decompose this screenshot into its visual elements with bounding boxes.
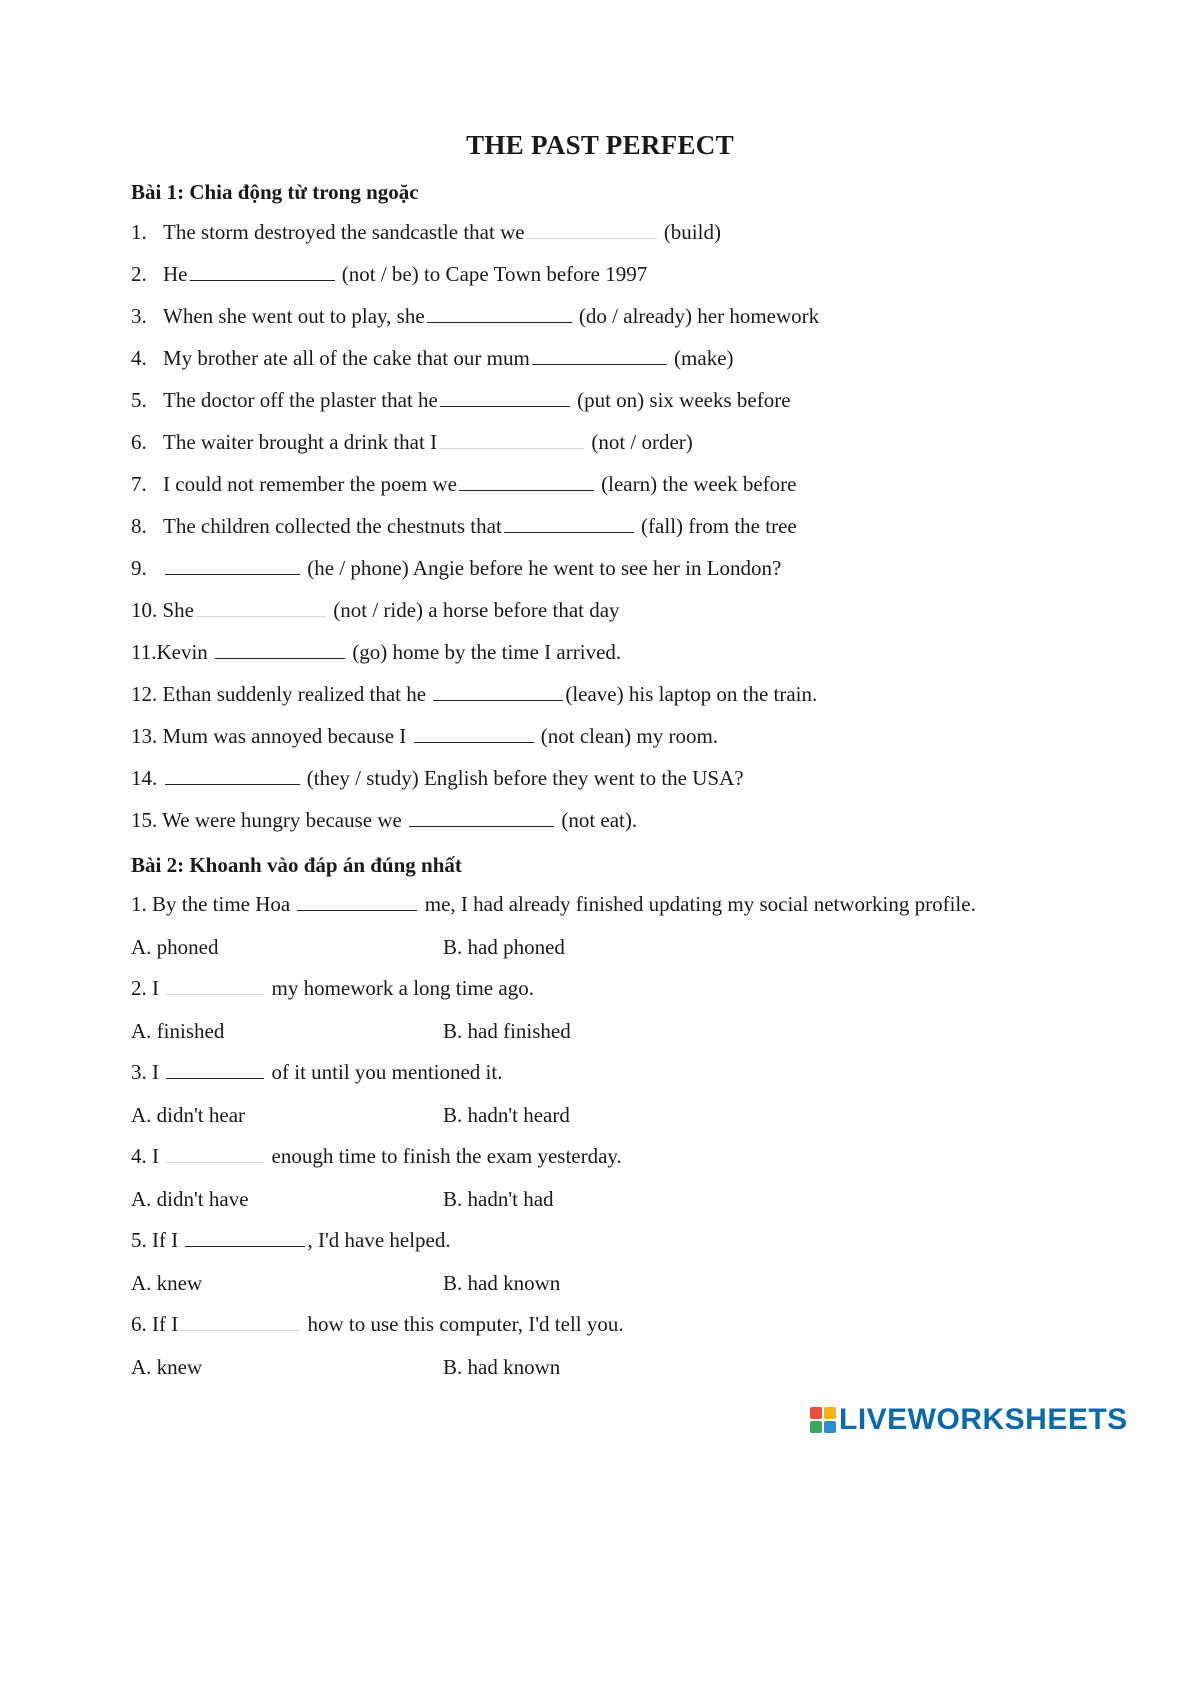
exercise1-item: 10. She (not / ride) a horse before that day (131, 598, 620, 622)
answer-blank[interactable] (180, 1310, 300, 1331)
exercise1-item: 2. He (not / be) to Cape Town before 1997 (131, 262, 648, 286)
liveworksheets-logo (810, 1402, 1128, 1438)
answer-blank[interactable] (527, 218, 657, 239)
exercise1-item: 12. Ethan suddenly realized that he (leave) his laptop on the train. (131, 682, 818, 706)
answer-blank[interactable] (532, 344, 667, 365)
exercise1-item: 15. We were hungry because we (not eat). (131, 808, 638, 832)
answer-blank[interactable] (166, 1058, 264, 1079)
answer-blank[interactable] (165, 554, 300, 575)
option-a[interactable]: A. knew (131, 1271, 203, 1295)
exercise1-item: 14. (they / study) English before they went to the USA? (131, 766, 744, 790)
answer-blank[interactable] (409, 806, 554, 827)
answer-blank[interactable] (166, 1142, 264, 1163)
exercise1-item: 11.Kevin (go) home by the time I arrived. (131, 640, 622, 664)
exercise1-item: 7. I could not remember the poem we (learn) the week before (131, 472, 797, 496)
option-b[interactable]: B. had known (443, 1355, 561, 1379)
answer-blank[interactable] (166, 974, 264, 995)
logo-mark-icon (810, 1407, 836, 1433)
option-b[interactable]: B. had known (443, 1271, 561, 1295)
exercise1-item: 13. Mum was annoyed because I (not clean) my room. (131, 724, 719, 748)
exercise2-question: 6. If I how to use this computer, I'd tell you. (131, 1312, 624, 1336)
logo-text: LIVEWORKSHEETS (839, 1403, 1128, 1436)
option-a[interactable]: A. didn't have (131, 1187, 249, 1211)
answer-blank[interactable] (459, 470, 594, 491)
exercise1-item: 9. (he / phone) Angie before he went to see her in London? (131, 556, 782, 580)
exercise1-item: 5. The doctor off the plaster that he (put on) six weeks before (131, 388, 791, 412)
answer-blank[interactable] (440, 386, 570, 407)
exercise1-item: 8. The children collected the chestnuts that (fall) from the tree (131, 514, 797, 538)
answer-blank[interactable] (439, 428, 584, 449)
answer-blank[interactable] (190, 260, 335, 281)
answer-blank[interactable] (215, 638, 345, 659)
exercise2-question: 3. I of it until you mentioned it. (131, 1060, 503, 1084)
option-a[interactable]: A. phoned (131, 935, 219, 959)
answer-blank[interactable] (297, 890, 417, 911)
exercise1-item: 3. When she went out to play, she (do / already) her homework (131, 304, 820, 328)
option-b[interactable]: B. hadn't heard (443, 1103, 570, 1127)
answer-blank[interactable] (414, 722, 534, 743)
answer-blank[interactable] (504, 512, 634, 533)
answer-blank[interactable] (433, 680, 563, 701)
option-b[interactable]: B. had phoned (443, 935, 565, 959)
option-a[interactable]: A. finished (131, 1019, 225, 1043)
option-b[interactable]: B. hadn't had (443, 1187, 554, 1211)
answer-blank[interactable] (185, 1226, 305, 1247)
answer-blank[interactable] (427, 302, 572, 323)
section2-heading: Bài 2: Khoanh vào đáp án đúng nhất (131, 853, 462, 877)
option-a[interactable]: A. knew (131, 1355, 203, 1379)
page-title: THE PAST PERFECT (466, 130, 734, 160)
exercise2-question: 2. I my homework a long time ago. (131, 976, 534, 1000)
answer-blank[interactable] (196, 596, 326, 617)
option-a[interactable]: A. didn't hear (131, 1103, 246, 1127)
exercise1-item: 1. The storm destroyed the sandcastle that we (build) (131, 220, 721, 244)
answer-blank[interactable] (165, 764, 300, 785)
exercise1-item: 4. My brother ate all of the cake that our mum (make) (131, 346, 734, 370)
exercise2-question: 1. By the time Hoa me, I had already finished updating my social networking profile. (131, 892, 976, 916)
section1-heading: Bài 1: Chia động từ trong ngoặc (131, 180, 419, 204)
option-b[interactable]: B. had finished (443, 1019, 571, 1043)
exercise1-item: 6. The waiter brought a drink that I (not / order) (131, 430, 693, 454)
exercise2-question: 4. I enough time to finish the exam yesterday. (131, 1144, 622, 1168)
exercise2-question: 5. If I , I'd have helped. (131, 1228, 451, 1252)
